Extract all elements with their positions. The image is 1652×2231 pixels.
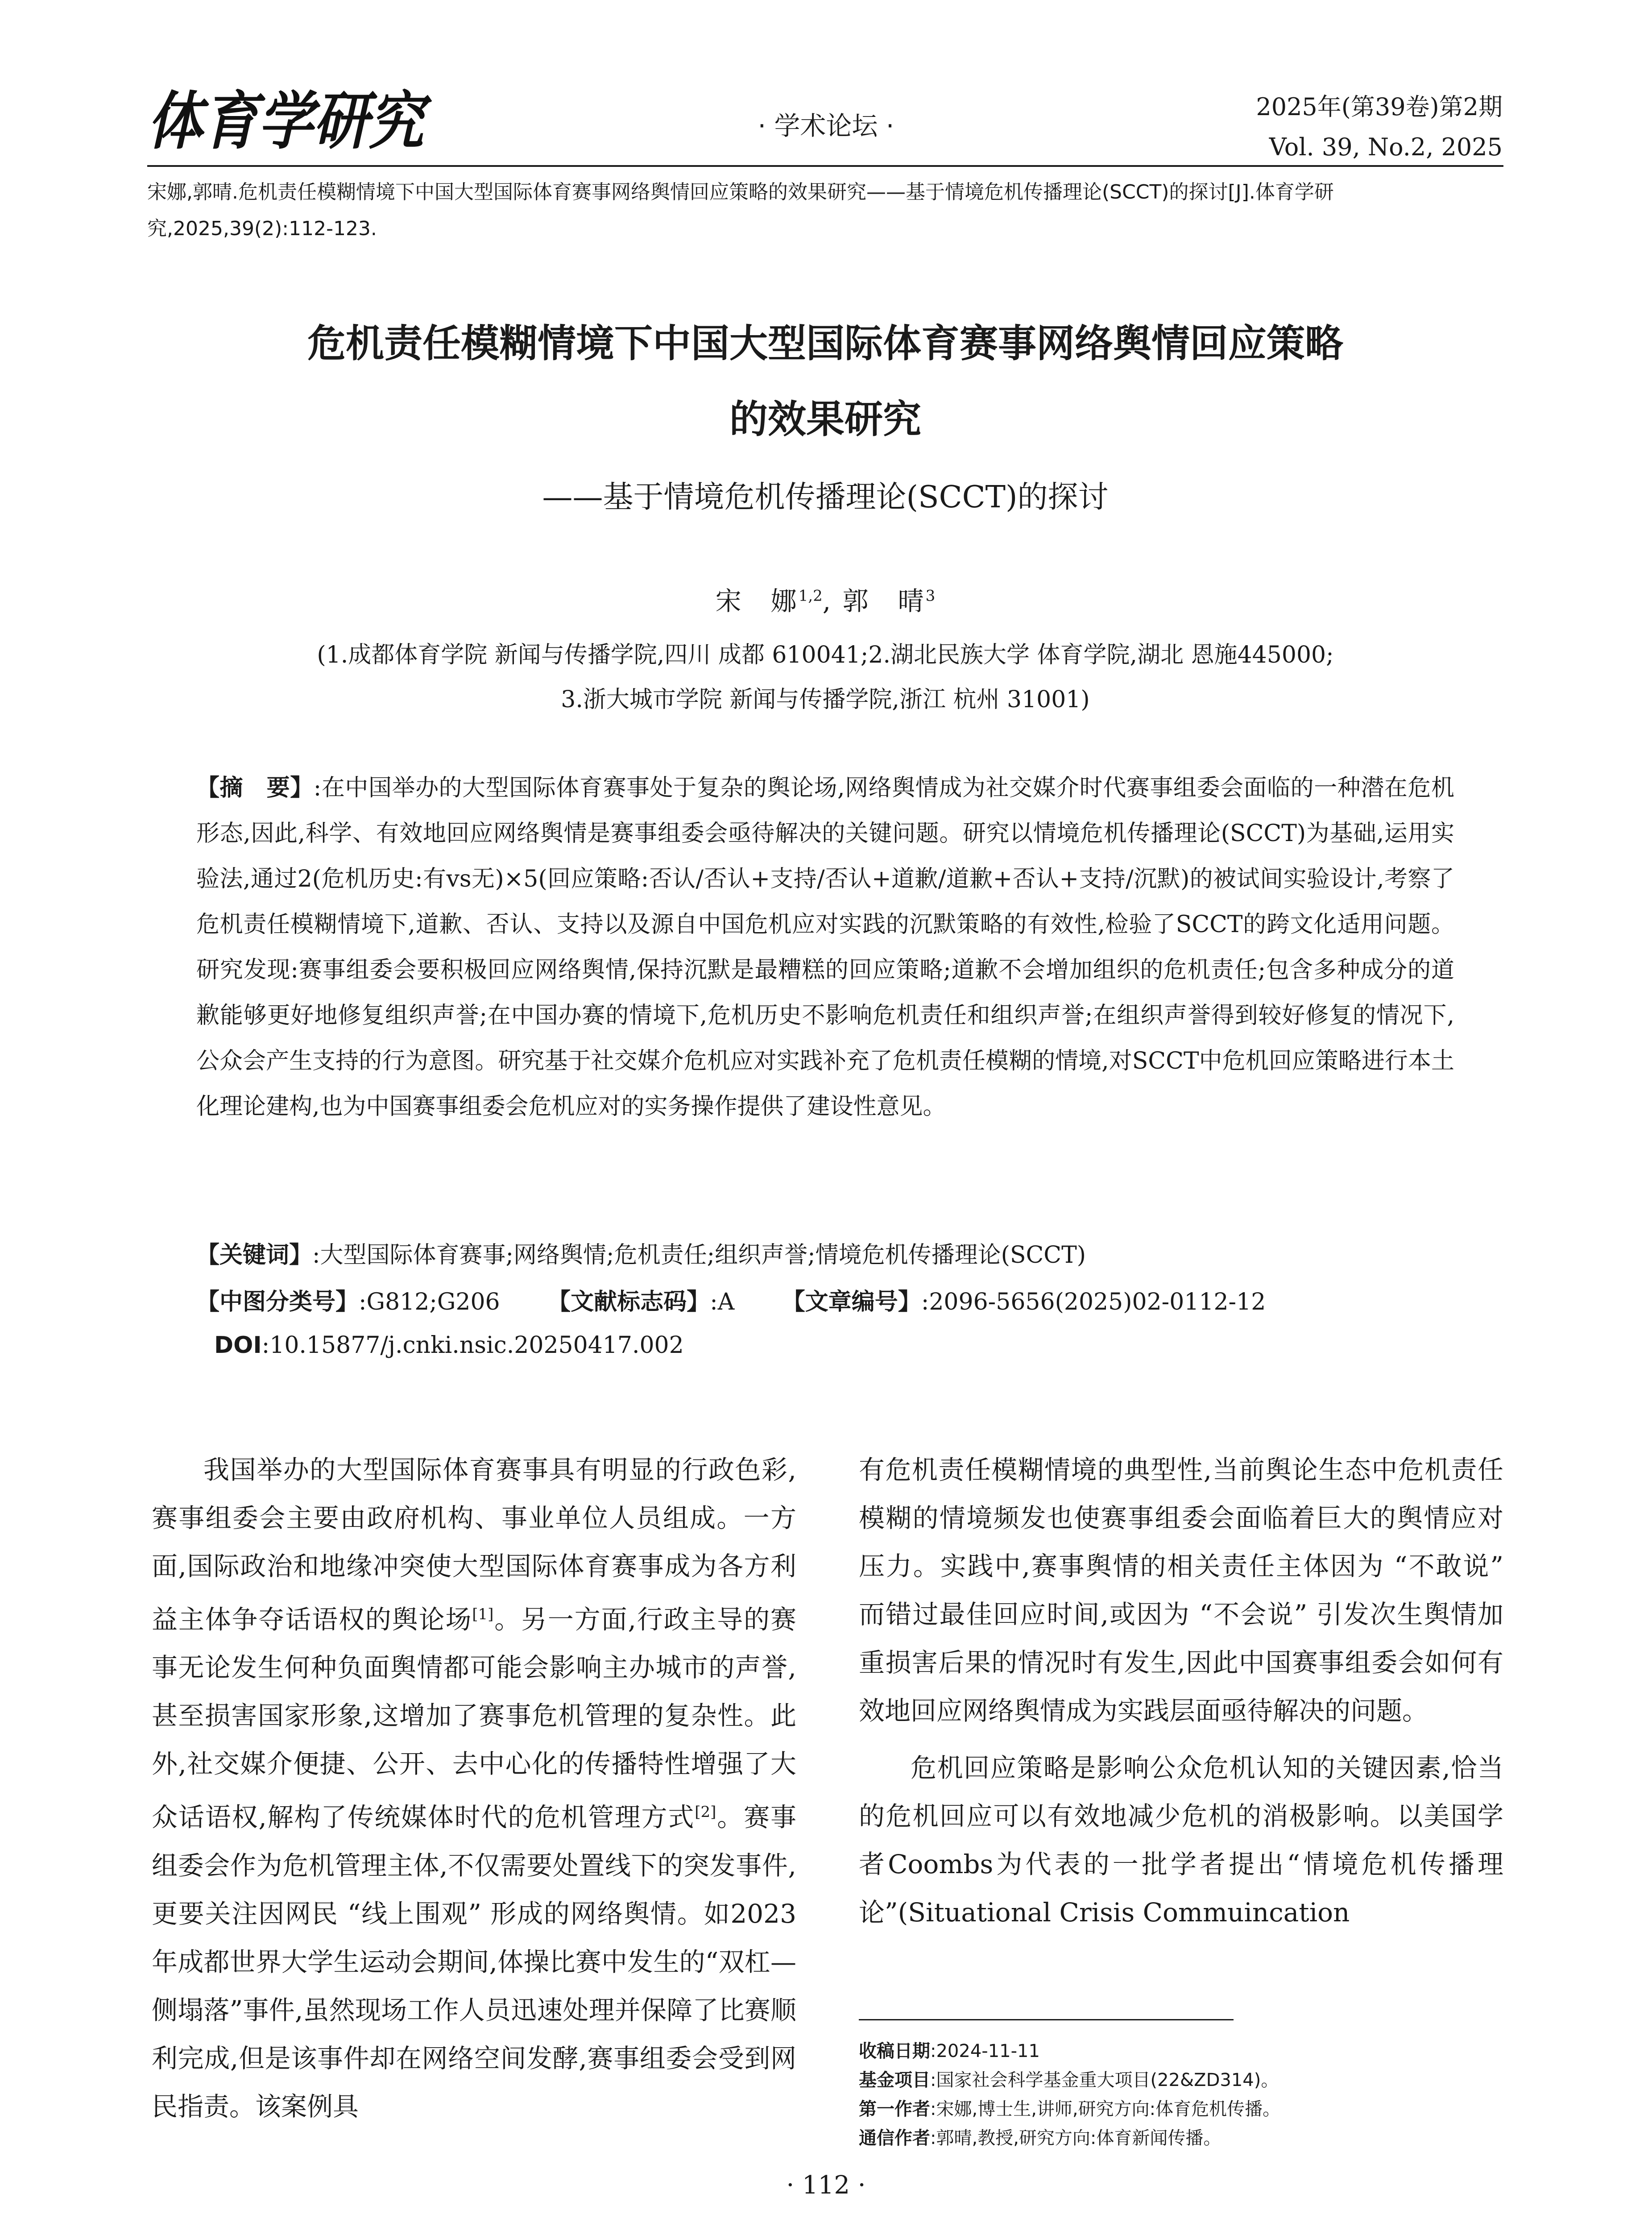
keywords-text: :大型国际体育赛事;网络舆情;危机责任;组织声誉;情境危机传播理论(SCCT) xyxy=(312,1242,1086,1269)
doi-value: :10.15877/j.cnki.nsic.20250417.002 xyxy=(261,1332,684,1359)
body-text: 我国举办的大型国际体育赛事具有明显的行政色彩,赛事组委会主要由政府机构、事业单位人员组成。一方面,国际政治和地缘冲突使大型国际体育赛事成为各方利益主体争夺话语权的舆论场 xyxy=(152,1455,796,1635)
author-1-sup: 1,2 xyxy=(798,587,823,605)
header-rule xyxy=(147,165,1503,167)
page-number: · 112 · xyxy=(786,2171,866,2200)
footnote-fund: 基金项目:国家社会科学基金重大项目(22&ZD314)。 xyxy=(859,2070,1279,2090)
clc-value: :G812;G206 xyxy=(359,1289,500,1315)
issue-cn: 2025年(第39卷)第2期 xyxy=(1256,93,1503,121)
body-column-left xyxy=(152,1446,796,2131)
author-2-sup: 3 xyxy=(925,587,936,605)
footnote-rule xyxy=(859,2019,1234,2020)
article-no-value: :2096-5656(2025)02-0112-12 xyxy=(921,1289,1266,1315)
keywords-label: 【关键词】 xyxy=(196,1242,313,1269)
body-paragraph: 危机回应策略是影响公众危机认知的关键因素,恰当的危机回应可以有效地减少危机的消极影响。以美国学者Coombs为代表的一批学者提出“情境危机传播理论”(Situational Crisis Commuincation xyxy=(859,1753,1503,1928)
reference-marker[interactable]: [1] xyxy=(472,1605,494,1623)
body-text: 。另一方面,行政主导的赛事无论发生何种负面舆情都可能会影响主办城市的声誉,甚至损害国家形象,这增加了赛事危机管理的复杂性。此外,社交媒介便捷、公开、去中心化的传播特性增强了大众话语权,解构了传统媒体时代的危机管理方式 xyxy=(152,1604,797,1833)
affiliation-line-1: (1.成都体育学院 新闻与传播学院,四川 成都 610041;2.湖北民族大学 体育学院,湖北 恩施445000; xyxy=(317,642,1334,668)
body-paragraph: 有危机责任模糊情境的典型性,当前舆论生态中危机责任模糊的情境频发也使赛事组委会面临着巨大的舆情应对压力。实践中,赛事舆情的相关责任主体因为 “不敢说” 而错过最佳回应时间,或因为 “不会说” 引发次生舆情加重损害后果的情况时有发生,因此中国赛事组委会如何有效地回应网络舆情成为实践层面亟待解决的问题。 xyxy=(859,1455,1503,1726)
footnote-corresponding-author: 通信作者:郭晴,教授,研究方向:体育新闻传播。 xyxy=(859,2128,1221,2148)
author-sep: , xyxy=(822,586,833,616)
abstract xyxy=(196,765,1454,1129)
footnote-received: 收稿日期:2024-11-11 xyxy=(859,2041,1040,2061)
subtitle: ——基于情境危机传播理论(SCCT)的探讨 xyxy=(542,480,1109,515)
doc-code-label: 【文献标志码】 xyxy=(547,1289,710,1315)
issue-en: Vol. 39, No.2, 2025 xyxy=(1269,133,1503,161)
title-line-1: 危机责任模糊情境下中国大型国际体育赛事网络舆情回应策略 xyxy=(307,321,1343,366)
author-2: 郭 晴 xyxy=(842,586,926,616)
abstract-text: :在中国举办的大型国际体育赛事处于复杂的舆论场,网络舆情成为社交媒介时代赛事组委会面临的一种潜在危机形态,因此,科学、有效地回应网络舆情是赛事组委会亟待解决的关键问题。研究以情境危机传播理论(SCCT)为基础,运用实验法,通过2(危机历史:有vs无)×5(回应策略:否认/否认+支持/否认+道歉/道歉+否认+支持/沉默)的被试间实验设计,考察了危机责任模糊情境下,道歉、否认、支持以及源自中国危机应对实践的沉默策略的有效性,检验了SCCT的跨文化适用问题。研究发现:赛事组委会要积极回应网络舆情,保持沉默是最糟糕的回应策略;道歉不会增加组织的危机责任;包含多种成分的道歉能够更好地修复组织声誉;在中国办赛的情境下,危机历史不影响危机责任和组织声誉;在组织声誉得到较好修复的情况下,公众会产生支持的行为意图。研究基于社交媒介危机应对实践补充了危机责任模糊的情境,对SCCT中危机回应策略进行本土化理论建构,也为中国赛事组委会危机应对的实务操作提供了建设性意见。 xyxy=(196,775,1454,1120)
classification xyxy=(196,1283,1266,1316)
author-1: 宋 娜 xyxy=(715,586,799,616)
body-text: 。赛事组委会作为危机管理主体,不仅需要处置线下的突发事件,更要关注因网民 “线上围观” 形成的网络舆情。如2023年成都世界大学生运动会期间,体操比赛中发生的“双杠—侧塌落”事件,虽然现场工作人员迅速处理并保障了比赛顺利完成,但是该事件却在网络空间发酵,赛事组委会受到网民指责。该案例具 xyxy=(152,1802,796,2122)
doc-code-value: :A xyxy=(710,1289,735,1315)
authors xyxy=(147,580,1503,618)
section-label: · 学术论坛 · xyxy=(758,111,894,141)
footnote-first-author: 第一作者:宋娜,博士生,讲师,研究方向:体育危机传播。 xyxy=(859,2099,1281,2119)
footnotes xyxy=(859,2037,1503,2153)
keywords xyxy=(196,1236,1086,1269)
reference-marker[interactable]: [2] xyxy=(695,1803,716,1821)
issue-info xyxy=(1256,87,1503,167)
journal-logo-text: 体育学研究 xyxy=(147,85,432,158)
clc-label: 【中图分类号】 xyxy=(196,1289,359,1315)
affiliation-line-2: 3.浙大城市学院 新闻与传播学院,浙江 杭州 31001) xyxy=(561,686,1090,713)
doi xyxy=(214,1332,684,1359)
article-no-label: 【文章编号】 xyxy=(782,1289,921,1315)
doi-label: DOI xyxy=(214,1332,262,1359)
citation: 宋娜,郭晴.危机责任模糊情境下中国大型国际体育赛事网络舆情回应策略的效果研究——基于情境危机传播理论(SCCT)的探讨[J].体育学研究,2025,39(2):112-123. xyxy=(147,181,1334,240)
body-column-right xyxy=(859,1446,1503,1937)
body-paragraph xyxy=(152,1446,796,2131)
abstract-label: 【摘 要】 xyxy=(196,775,314,801)
title-line-2: 的效果研究 xyxy=(729,397,921,442)
